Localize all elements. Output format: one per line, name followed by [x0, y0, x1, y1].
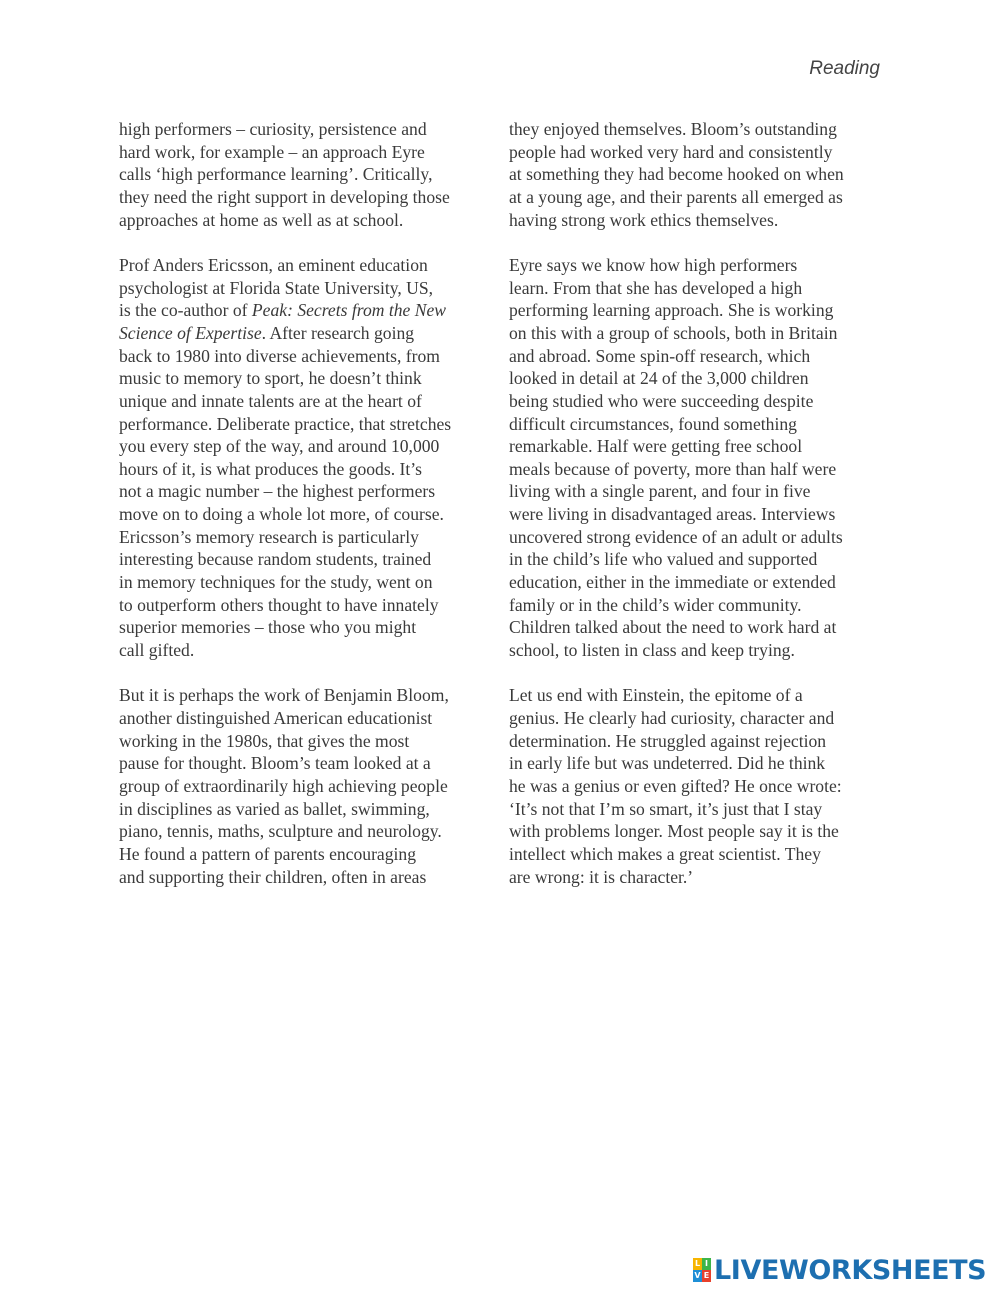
text-line: he was a genius or even gifted? He once wrote:	[509, 776, 842, 796]
text-line: hard work, for example – an approach Eyre	[119, 141, 425, 162]
liveworksheets-logo-icon	[693, 1258, 711, 1282]
text-line: family or in the child’s wider community.	[509, 594, 802, 615]
text-line: having strong work ethics themselves.	[509, 209, 779, 230]
text-line: on this with a group of schools, both in Britain	[509, 322, 838, 343]
text-line: people had worked very hard and consistently	[509, 141, 833, 162]
logo-tile-v: V	[694, 1271, 701, 1280]
text-line: another distinguished American educationist	[119, 708, 433, 729]
text-line: they need the right support in developing those	[119, 186, 450, 207]
text-line: you every step of the way, and around 10,000	[119, 436, 440, 457]
text-line: living with a single parent, and four in five	[509, 481, 811, 502]
text-line: pause for thought. Bloom’s team looked at a	[119, 753, 431, 774]
paragraph-eyre	[509, 254, 881, 662]
right-column	[509, 118, 881, 911]
text-line: and abroad. Some spin-off research, which	[509, 345, 811, 366]
book-title-part-1: Peak: Secrets from the New	[251, 300, 447, 321]
logo-tile-e: E	[703, 1271, 710, 1280]
text-line: Prof Anders Ericsson, an eminent education	[119, 254, 428, 275]
text-line: interesting because random students, trained	[119, 549, 432, 570]
paragraph-high-performance-learning	[119, 118, 491, 231]
liveworksheets-logo[interactable]	[693, 1252, 986, 1288]
text-line: in early life but was undeterred. Did he think	[509, 753, 826, 774]
paragraph-einstein	[509, 684, 881, 888]
text-line: superior memories – those who you might	[119, 617, 417, 638]
text-line: learn. From that she has developed a high	[509, 277, 803, 298]
section-label: Reading	[809, 58, 880, 79]
book-title-part-2: Science of Expertise	[119, 322, 262, 343]
text-line: were living in disadvantaged areas. Interviews	[509, 504, 836, 525]
logo-tile-i: I	[702, 1258, 711, 1270]
text-line: looked in detail at 24 of the 3,000 children	[509, 368, 809, 389]
text-line: call gifted.	[119, 640, 195, 661]
text-line: music to memory to sport, he doesn’t think	[119, 368, 422, 389]
text-run: is the co-author of	[119, 300, 248, 321]
paragraph-bloom-continued	[509, 118, 881, 231]
text-line: hours of it, is what produces the goods. It’s	[119, 458, 422, 479]
text-line: at a young age, and their parents all emerged as	[509, 186, 843, 207]
text-line: determination. He struggled against rejection	[509, 730, 827, 751]
text-line: in the child’s life who valued and supported	[509, 549, 818, 570]
text-line: are wrong: it is character.’	[509, 866, 694, 887]
text-line: He found a pattern of parents encouraging	[119, 843, 417, 864]
text-line: uncovered strong evidence of an adult or adults	[509, 526, 843, 547]
text-line: school, to listen in class and keep trying.	[509, 640, 795, 661]
paragraph-bloom	[119, 684, 491, 888]
text-line: piano, tennis, maths, sculpture and neurology.	[119, 821, 442, 842]
text-line: performing learning approach. She is working	[509, 300, 834, 321]
paragraph-ericsson	[119, 254, 491, 662]
text-line: Eyre says we know how high performers	[509, 254, 798, 275]
text-line: working in the 1980s, that gives the most	[119, 730, 410, 751]
text-line: not a magic number – the highest performers	[119, 481, 436, 502]
text-line	[119, 299, 491, 322]
text-line: high performers – curiosity, persistence and	[119, 119, 427, 139]
text-line: education, either in the immediate or extended	[509, 572, 836, 593]
text-line: But it is perhaps the work of Benjamin Bloom,	[119, 685, 449, 706]
text-line: to outperform others thought to have innately	[119, 594, 439, 615]
text-line: ‘It’s not that I’m so smart, it’s just that I stay	[509, 798, 823, 819]
text-line: calls ‘high performance learning’. Critically,	[119, 164, 433, 185]
left-column	[119, 118, 491, 911]
text-line: remarkable. Half were getting free school	[509, 436, 803, 457]
text-line: group of extraordinarily high achieving people	[119, 776, 448, 796]
text-line: performance. Deliberate practice, that stretches	[119, 413, 452, 434]
text-line: intellect which makes a great scientist. They	[509, 843, 821, 864]
logo-tile-l: L	[694, 1259, 701, 1268]
text-line: they enjoyed themselves. Bloom’s outstanding	[509, 119, 837, 139]
text-line: Children talked about the need to work hard at	[509, 617, 837, 638]
text-line: with problems longer. Most people say it is the	[509, 821, 839, 842]
text-line	[119, 322, 491, 345]
text-line: meals because of poverty, more than half were	[509, 458, 837, 479]
text-line: and supporting their children, often in areas	[119, 866, 427, 887]
text-line: psychologist at Florida State University, US,	[119, 277, 434, 298]
text-line: Let us end with Einstein, the epitome of a	[509, 685, 803, 706]
text-line: unique and innate talents are at the heart of	[119, 390, 422, 411]
text-run: . After research going	[261, 322, 415, 343]
text-line: at something they had become hooked on when	[509, 164, 844, 185]
text-line: genius. He clearly had curiosity, character and	[509, 708, 835, 729]
text-line: move on to doing a whole lot more, of course.	[119, 504, 444, 525]
text-line: difficult circumstances, found something	[509, 413, 797, 434]
text-line: approaches at home as well as at school.	[119, 209, 404, 230]
logo-wordmark: LIVEWORKSHEETS	[714, 1254, 987, 1286]
text-line: back to 1980 into diverse achievements, from	[119, 345, 440, 366]
text-line: Ericsson’s memory research is particularly	[119, 526, 419, 547]
text-line: being studied who were succeeding despite	[509, 390, 814, 411]
text-line: in disciplines as varied as ballet, swimming,	[119, 798, 430, 819]
text-line: in memory techniques for the study, went on	[119, 572, 433, 593]
